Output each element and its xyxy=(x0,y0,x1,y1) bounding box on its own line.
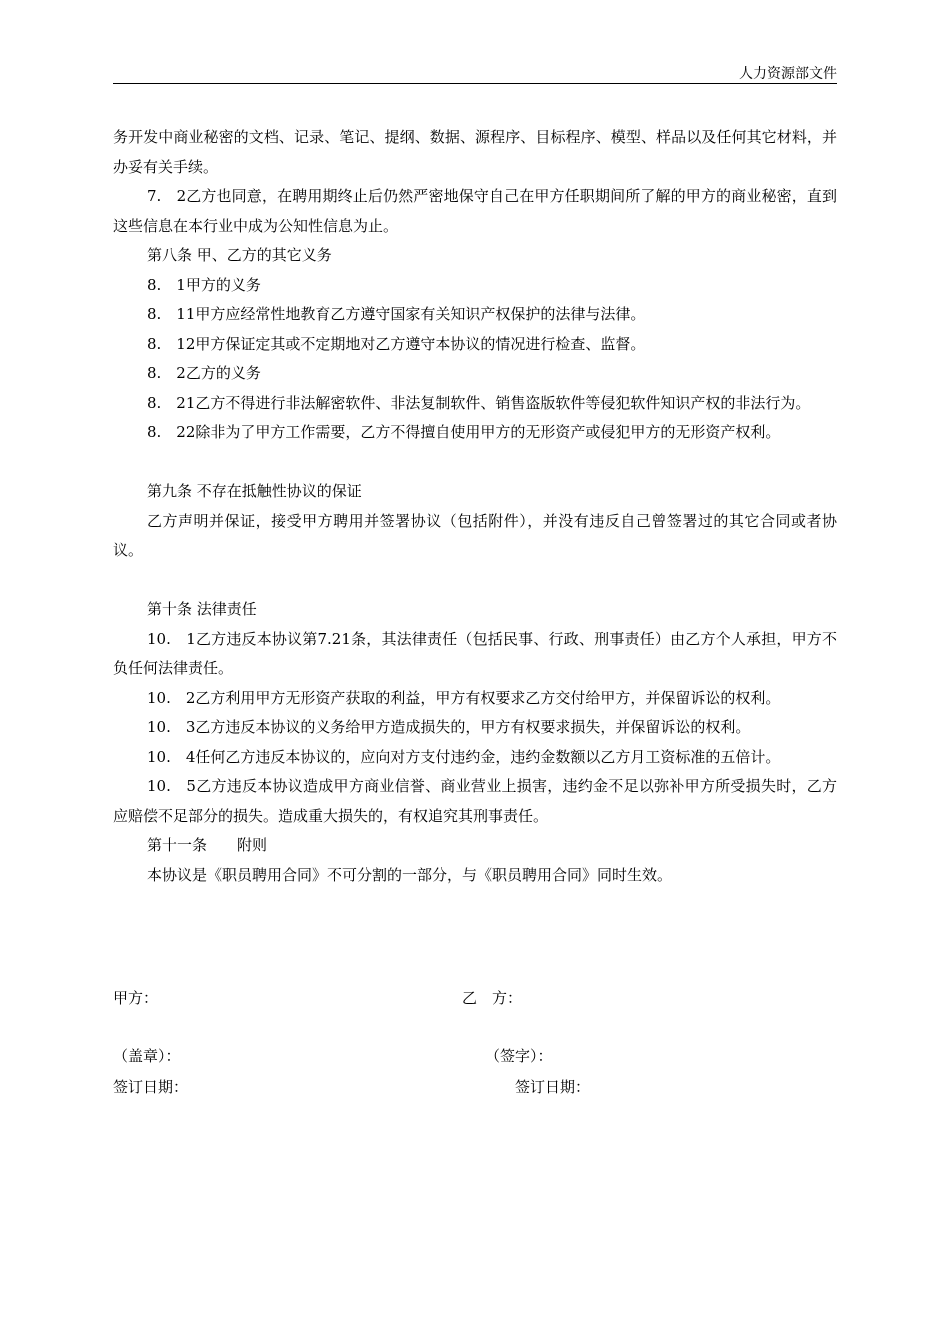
party-a-date-label: 签订日期： xyxy=(113,1078,189,1096)
paragraph-continuation: 务开发中商业秘密的文档、记录、笔记、提纲、数据、源程序、目标程序、模型、样品以及任何其它材料，并办妥有关手续。 xyxy=(113,128,837,176)
party-b-label: 乙 方： xyxy=(462,989,523,1007)
spacer xyxy=(113,566,837,596)
clause-7-2: 7. 2乙方也同意，在聘用期终止后仍然严密地保守自己在甲方任职期间所了解的甲方的商业秘密，直到这些信息在本行业中成为公知性信息为止。 xyxy=(113,187,837,235)
clause-10-4: 10. 4任何乙方违反本协议的，应向对方支付违约金，违约金数额以乙方月工资标准的五倍计。 xyxy=(147,747,781,766)
clause-8-1: 8. 1甲方的义务 xyxy=(147,275,261,294)
clause-8-2: 8. 2乙方的义务 xyxy=(147,364,261,382)
signature-label: （签字）： xyxy=(485,1047,553,1065)
clause-10-2: 10. 2乙方利用甲方无形资产获取的利益，甲方有权要求乙方交付给甲方，并保留诉讼的权利。 xyxy=(147,688,781,707)
article-11-heading: 第十一条 附则 xyxy=(147,836,268,854)
clause-8-12: 8. 12甲方保证定其或不定期地对乙方遵守本协议的情况进行检查、监督。 xyxy=(147,334,646,353)
clause-10-3: 10. 3乙方违反本协议的义务给甲方造成损失的，甲方有权要求损失，并保留诉讼的权利。 xyxy=(147,718,751,736)
party-b-date-label: 签订日期： xyxy=(515,1078,591,1096)
spacer xyxy=(113,448,837,478)
clause-8-11: 8. 11甲方应经常性地教育乙方遵守国家有关知识产权保护的法律与法律。 xyxy=(147,305,646,323)
article-9-heading: 第九条 不存在抵触性协议的保证 xyxy=(147,482,362,500)
article-10-heading: 第十条 法律责任 xyxy=(147,600,257,618)
seal-label: （盖章）： xyxy=(113,1047,181,1065)
document-body xyxy=(113,123,837,890)
article-11-body: 本协议是《职员聘用合同》不可分割的一部分，与《职员聘用合同》同时生效。 xyxy=(147,865,673,884)
clause-8-22: 8. 22除非为了甲方工作需要，乙方不得擅自使用甲方的无形资产或侵犯甲方的无形资产权利。 xyxy=(147,423,781,441)
article-9-body: 乙方声明并保证，接受甲方聘用并签署协议（包括附件），并没有违反自己曾签署过的其它合同或者协议。 xyxy=(113,511,837,559)
clause-10-5: 10. 5乙方违反本协议造成甲方商业信誉、商业营业上损害，违约金不足以弥补甲方所受损失时，乙方应赔偿不足部分的损失。造成重大损失的，有权追究其刑事责任。 xyxy=(113,777,837,825)
clause-10-1: 10. 1乙方违反本协议第7.21条，其法律责任（包括民事、行政、刑事责任）由乙方个人承担，甲方不负任何法律责任。 xyxy=(113,629,837,677)
party-a-label: 甲方： xyxy=(113,989,159,1007)
clause-8-21: 8. 21乙方不得进行非法解密软件、非法复制软件、销售盗版软件等侵犯软件知识产权的非法行为。 xyxy=(147,393,811,412)
header-title: 人力资源部文件 xyxy=(739,66,837,82)
header-rule xyxy=(113,83,837,84)
article-8-heading: 第八条 甲、乙方的其它义务 xyxy=(147,246,332,264)
